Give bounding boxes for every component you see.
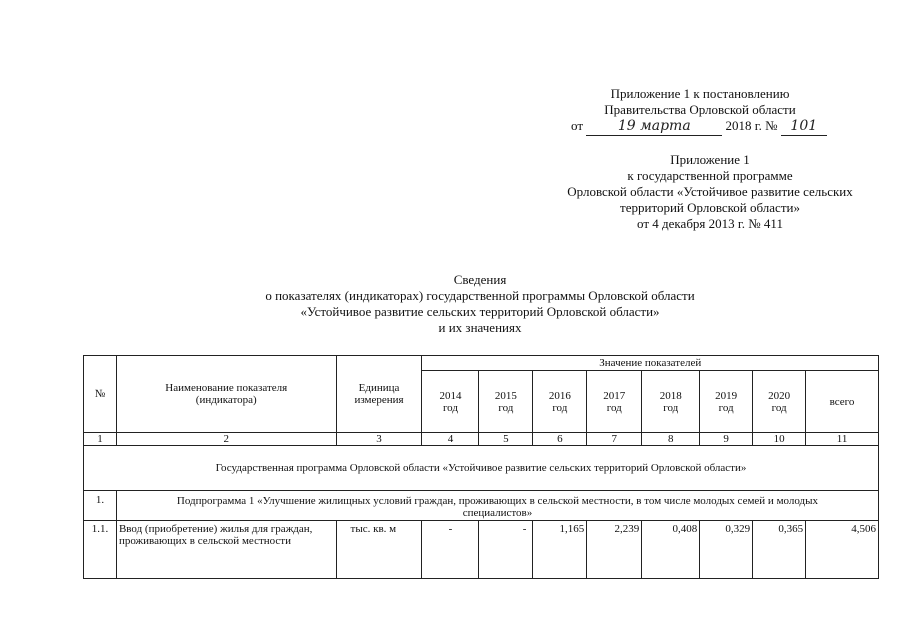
row-value-2017: 2,239	[587, 521, 642, 579]
header-number: №	[84, 356, 117, 433]
annex-line-2: к государственной программе	[627, 168, 793, 183]
row-unit: тыс. кв. м	[336, 521, 422, 579]
title-line-3: «Устойчивое развитие сельских территорий Орловской области»	[300, 304, 660, 319]
row-value-total: 4,506	[806, 521, 879, 579]
title-line-1: Сведения	[453, 272, 507, 287]
approval-from-label: от	[571, 118, 584, 133]
approval-line-1: Приложение 1 к постановлению	[610, 86, 790, 101]
indicators-table	[83, 355, 879, 579]
header-year-2017: 2017 год	[587, 371, 642, 433]
col-number: 9	[700, 433, 753, 446]
header-year-2018: 2018 год	[642, 371, 700, 433]
annex-line-5: от 4 декабря 2013 г. № 411	[637, 216, 783, 231]
annex-line-3: Орловской области «Устойчивое развитие сельских	[567, 184, 853, 199]
header-total: всего	[806, 371, 879, 433]
row-value-2016: 1,165	[533, 521, 587, 579]
col-number: 8	[642, 433, 700, 446]
col-number: 5	[479, 433, 533, 446]
header-year-2016: 2016 год	[533, 371, 587, 433]
col-number: 10	[753, 433, 806, 446]
header-year-2015: 2015 год	[479, 371, 533, 433]
row-number: 1.1.	[84, 521, 117, 579]
row-value-2020: 0,365	[753, 521, 806, 579]
header-year-2019: 2019 год	[700, 371, 753, 433]
approval-year-number-label: 2018 г. №	[725, 118, 778, 133]
col-number: 11	[806, 433, 879, 446]
annex-line-4: территорий Орловской области»	[620, 200, 800, 215]
title-line-4: и их значениях	[438, 320, 522, 335]
col-number: 1	[84, 433, 117, 446]
program-section-row: Государственная программа Орловской области «Устойчивое развитие сельских территорий Орловской области»	[84, 446, 879, 491]
header-values: Значение показателей	[422, 356, 879, 371]
approval-line-2: Правительства Орловской области	[604, 102, 796, 117]
col-number: 2	[116, 433, 336, 446]
header-year-2014: 2014 год	[422, 371, 479, 433]
approval-date-line	[571, 117, 827, 136]
header-indicator-name: Наименование показателя (индикатора)	[116, 356, 336, 433]
subprogram-title: Подпрограмма 1 «Улучшение жилищных условий граждан, проживающих в сельской местности, в том числе молодых семей и молодых специалистов»	[116, 491, 878, 521]
row-value-2015: -	[479, 521, 533, 579]
col-number: 4	[422, 433, 479, 446]
header-unit: Единица измерения	[336, 356, 422, 433]
subprogram-number: 1.	[84, 491, 117, 521]
col-number: 7	[587, 433, 642, 446]
header-year-2020: 2020 год	[753, 371, 806, 433]
handwritten-date: 19 марта	[586, 117, 722, 136]
annex-line-1: Приложение 1	[670, 152, 750, 167]
row-value-2018: 0,408	[642, 521, 700, 579]
row-value-2014: -	[422, 521, 479, 579]
title-line-2: о показателях (индикаторах) государственной программы Орловской области	[265, 288, 695, 303]
row-value-2019: 0,329	[700, 521, 753, 579]
col-number: 6	[533, 433, 587, 446]
row-indicator-name: Ввод (приобретение) жилья для граждан, проживающих в сельской местности	[116, 521, 336, 579]
handwritten-number: 101	[781, 117, 827, 136]
col-number: 3	[336, 433, 422, 446]
